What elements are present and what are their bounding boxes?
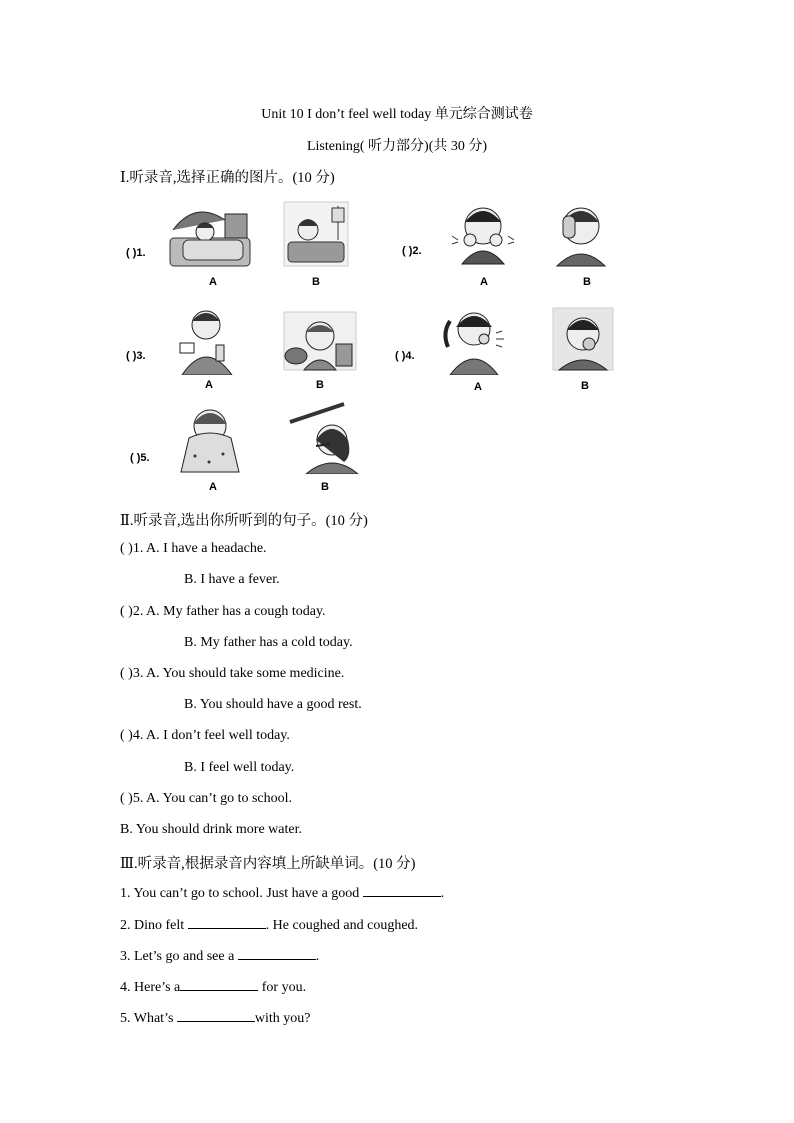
s2-q4-option-b[interactable]: B. I feel well today. (184, 760, 295, 775)
s2-q2-option-a[interactable]: ( )2. A. My father has a cough today. (120, 604, 326, 619)
q4-option-b-label: B (581, 380, 589, 392)
section-3-heading: Ⅲ.听录音,根据录音内容填上所缺单词。(10 分) (120, 856, 416, 872)
q3-answer-blank[interactable]: ( )3. (126, 350, 146, 362)
s3-item-1-after: . (440, 886, 445, 901)
s2-q2-option-b[interactable]: B. My father has a cold today. (184, 635, 353, 650)
s2-q1-option-a[interactable]: ( )1. A. I have a headache. (120, 541, 267, 556)
s2-q4-option-a[interactable]: ( )4. A. I don’t feel well today. (120, 728, 290, 743)
q1-answer-blank[interactable]: ( )1. (126, 247, 146, 259)
q5-option-a-label: A (209, 481, 217, 493)
s3-item-5-after: with you? (254, 1011, 311, 1026)
s3-item-1-text: 1. You can’t go to school. Just have a good (120, 886, 363, 901)
s3-item-4-blank[interactable] (180, 978, 258, 991)
q3-option-b-label: B (316, 379, 324, 391)
girl-with-fever-blanket-icon (175, 402, 245, 474)
boy-with-toothache-icon (448, 200, 518, 268)
s2-q3-option-b[interactable]: B. You should have a good rest. (184, 697, 362, 712)
s3-item-3-text: 3. Let’s go and see a (120, 949, 238, 964)
q3-option-a-label: A (205, 379, 213, 391)
q2-option-b-label: B (583, 276, 591, 288)
s2-q5-option-a[interactable]: ( )5. A. You can’t go to school. (120, 791, 293, 806)
s3-item-2 (120, 916, 418, 934)
boy-taking-medicine-icon (172, 305, 240, 375)
q5-answer-blank[interactable]: ( )5. (130, 452, 150, 464)
q5-option-b-label: B (321, 481, 329, 493)
boy-with-headache-icon (553, 198, 609, 268)
s3-item-5-text: 5. What’s (120, 1011, 177, 1026)
page-subtitle: Listening( 听力部分)(共 30 分) (306, 139, 488, 154)
s3-item-1-blank[interactable] (363, 884, 441, 897)
boy-coughing-icon (551, 306, 615, 372)
section-1-heading: Ⅰ.听录音,选择正确的图片。(10 分) (120, 170, 335, 186)
s3-item-2-after: . He coughed and coughed. (265, 918, 419, 933)
s3-item-4-text: 4. Here’s a (120, 980, 181, 995)
s3-item-1 (120, 884, 444, 902)
q4-answer-blank[interactable]: ( )4. (395, 350, 415, 362)
s3-item-3-blank[interactable] (238, 947, 316, 960)
girl-in-hospital-bed-icon (282, 200, 350, 268)
s3-item-3-after: . (315, 949, 320, 964)
s3-item-4-after: for you. (258, 980, 307, 995)
s2-q3-option-a[interactable]: ( )3. A. You should take some medicine. (120, 666, 345, 681)
q4-option-a-label: A (474, 381, 482, 393)
girl-in-bed-icon (165, 200, 255, 270)
girl-with-thermometer-icon (286, 400, 362, 474)
s2-q5-option-b[interactable]: B. You should drink more water. (120, 822, 302, 837)
s3-item-2-text: 2. Dino felt (120, 918, 188, 933)
s3-item-5 (120, 1009, 311, 1027)
boy-eating-junk-food-icon (282, 310, 358, 372)
s3-item-5-blank[interactable] (177, 1009, 255, 1022)
q1-option-b-label: B (312, 276, 320, 288)
q2-answer-blank[interactable]: ( )2. (402, 245, 422, 257)
s3-item-4 (120, 978, 306, 996)
page-title: Unit 10 I don’t feel well today 单元综合测试卷 (261, 107, 533, 122)
q1-option-a-label: A (209, 276, 217, 288)
section-2-heading: Ⅱ.听录音,选出你所听到的句子。(10 分) (120, 513, 368, 529)
s2-q1-option-b[interactable]: B. I have a fever. (184, 572, 280, 587)
q2-option-a-label: A (480, 276, 488, 288)
girl-coughing-icon (438, 303, 514, 375)
s3-item-2-blank[interactable] (188, 916, 266, 929)
s3-item-3 (120, 947, 319, 965)
